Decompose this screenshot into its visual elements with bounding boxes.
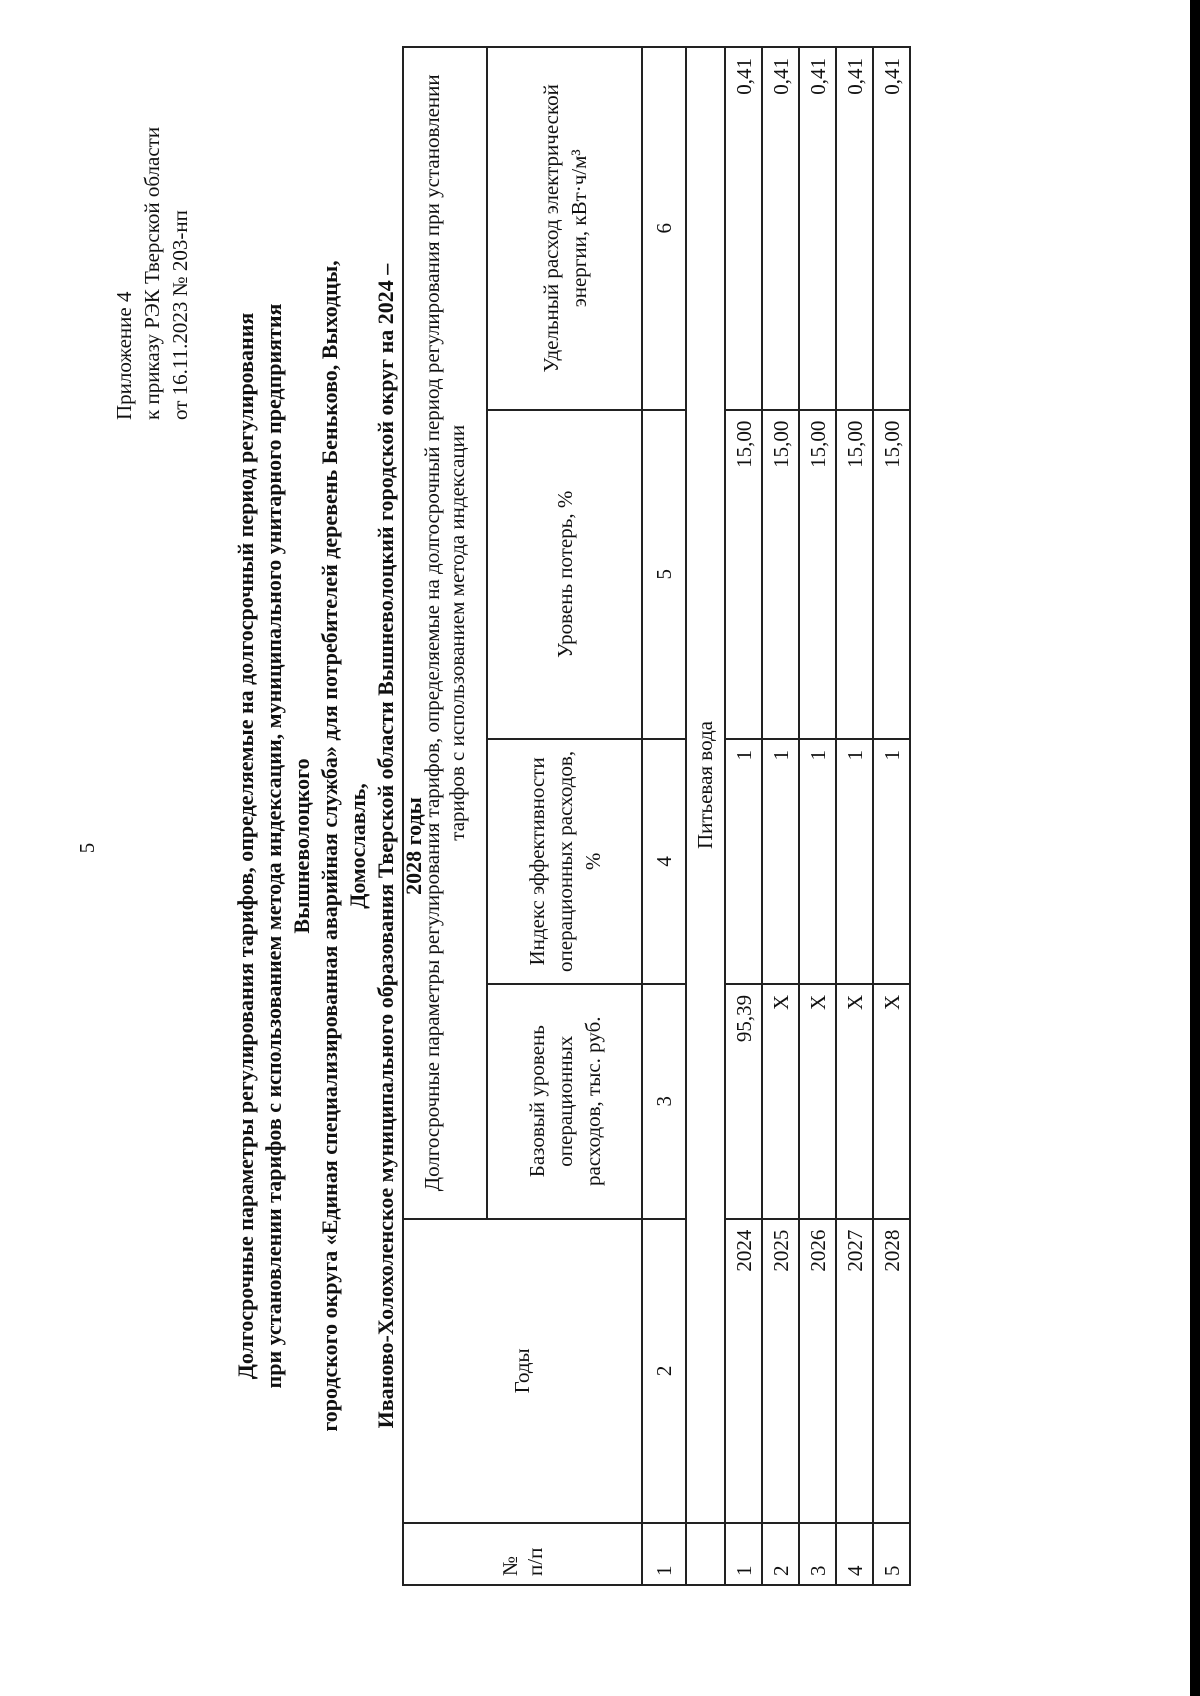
title-line-1: Долгосрочные параметры регулирования тарифов, определяемые на долгосрочный период регулирования	[233, 312, 258, 1380]
annex-line-1: Приложение 4	[112, 291, 136, 420]
header-num: № п/п	[403, 1523, 642, 1585]
table-row: 3 2026 Х 1 15,00 0,41	[799, 47, 836, 1585]
section-label: Питьевая вода	[686, 47, 725, 1523]
title-line-3: городского округа «Единая специализированная аварийная служба» для потребителей деревень Беньково, Выходцы, Домославль,	[317, 260, 370, 1432]
col-number: 4	[642, 739, 686, 984]
table-row: 2 2025 Х 1 15,00 0,41	[762, 47, 799, 1585]
header-group: Долгосрочные параметры регулирования тарифов, определяемые на долгосрочный период регулирования при установлении тарифов с использованием метода индексации	[403, 47, 487, 1219]
parameters-table	[402, 46, 911, 1586]
title-line-4: Иваново-Холохоленское муниципального образования Тверской области Вышневолоцкий городской округ на 2024 – 2028 годы	[373, 263, 426, 1429]
col-number: 1	[642, 1523, 686, 1585]
col-number: 6	[642, 47, 686, 410]
table-row: 1 2024 95,39 1 15,00 0,41	[725, 47, 762, 1585]
header-energy-consumption: Удельный расход электрической энергии, кВт·ч/м³	[487, 47, 642, 410]
annex-line-3: от 16.11.2023 № 203-нп	[168, 210, 192, 420]
document-title	[232, 256, 428, 1436]
page-number: 5	[75, 842, 99, 854]
table-row: 4 2027 Х 1 15,00 0,41	[836, 47, 873, 1585]
section-empty-cell	[686, 1523, 725, 1585]
header-years: Годы	[403, 1219, 642, 1523]
title-line-2: при установлении тарифов с использованием метода индексации, муниципального унитарного предприятия Вышневолоцкого	[261, 303, 314, 1389]
col-number: 2	[642, 1219, 686, 1523]
annex-line-2: к приказу РЭК Тверской области	[140, 126, 164, 420]
table-row: 5 2028 Х 1 15,00 0,41	[873, 47, 910, 1585]
annex-block	[110, 127, 194, 420]
col-number: 5	[642, 410, 686, 739]
header-base-level: Базовый уровень операционных расходов, тыс. руб.	[487, 984, 642, 1219]
header-loss-level: Уровень потерь, %	[487, 410, 642, 739]
header-efficiency-index: Индекс эффективности операционных расходов, %	[487, 739, 642, 984]
col-number: 3	[642, 984, 686, 1219]
